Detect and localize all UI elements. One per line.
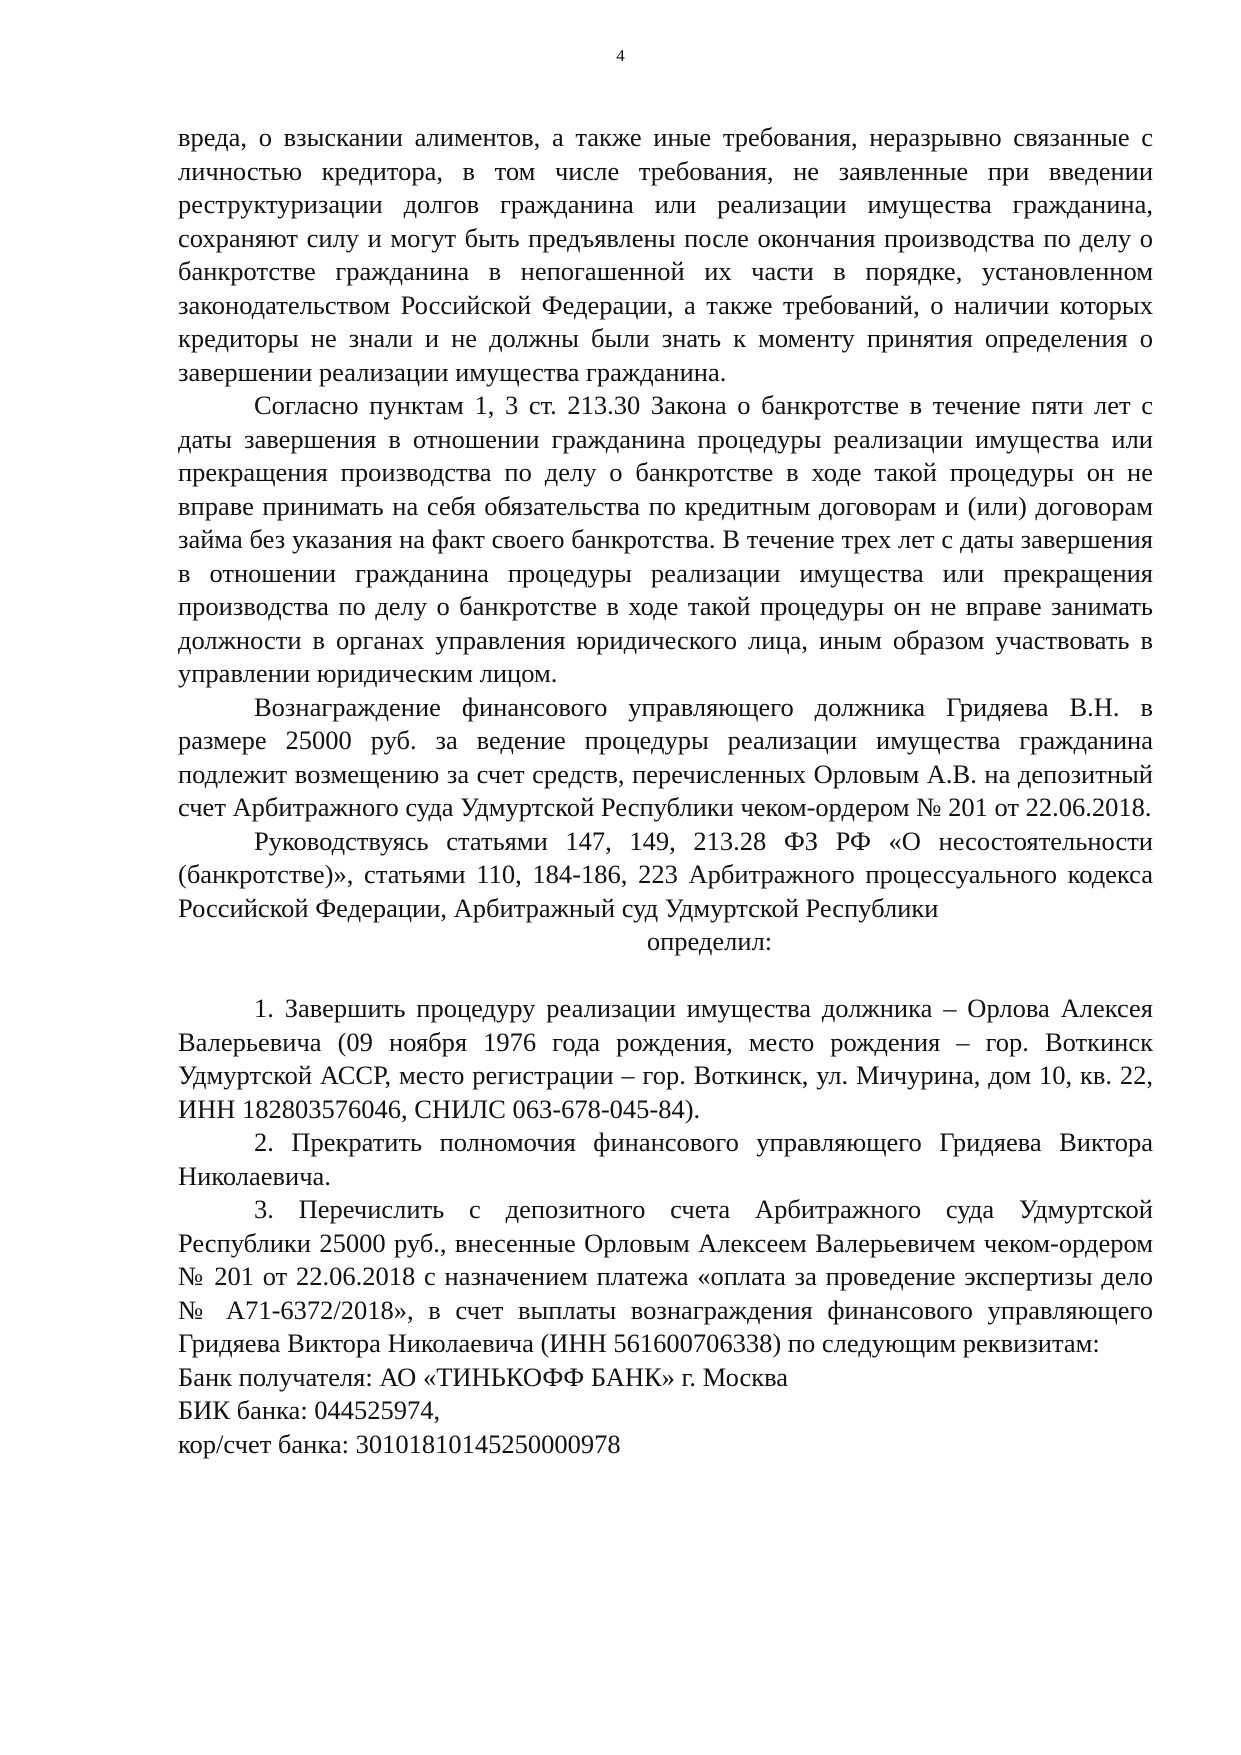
page-number: 4 [616, 46, 625, 65]
decision-heading: определил: [646, 926, 773, 956]
requisite-corr-account: кор/счет банка: 30101810145250000978 [178, 1428, 621, 1459]
paragraph-claims: вреда, о взыскании алиментов, а также иные требования, неразрывно связанные с личностью кредитора, в том числе требования, не заявленные при введении реструктуризации долгов гражданина или реализации имущества гражданина, сохраняют силу и могут быть предъявлены после окончания производства по делу о банкротстве гражданина в непогашенной их части в порядке, установленном законодательством Российской Федерации, а также требований, о наличии которых кредиторы не знали и не должны были знать к моменту принятия определения о завершении реализации имущества гражданина. [178, 122, 1153, 387]
paragraph-legal-basis: Руководствуясь статьями 147, 149, 213.28 ФЗ РФ «О несостоятельности (банкротстве)», статьями 110, 184-186, 223 Арбитражного процессуального кодекса Российской Федерации, Арбитражный суд Удмуртской Республики [178, 825, 1153, 923]
requisite-bank: Банк получателя: АО «ТИНЬКОФФ БАНК» г. Москва [178, 1361, 789, 1392]
requisite-bik: БИК банка: 044525974, [178, 1395, 441, 1425]
decision-item-1: 1. Завершить процедуру реализации имущества должника – Орлова Алексея Валерьевича (09 ноября 1976 года рождения, место рождения – гор. Воткинск Удмуртской АССР, место регистрации – гор. Воткинск, ул. Мичурина, дом 10, кв. 22, ИНН 182803576046, СНИЛС 063-678-045-84). [178, 993, 1153, 1124]
decision-item-3: 3. Перечислить с депозитного счета Арбитражного суда Удмуртской Республики 25000 руб., внесенные Орловым Алексеем Валерьевичем чеком-ордером № 201 от 22.06.2018 с назначением платежа «оплата за проведение экспертизы дело № А71-6372/2018», в счет выплаты вознаграждения финансового управляющего Гридяева Виктора Николаевича (ИНН 561600706338) по следующим реквизитам: [178, 1194, 1153, 1358]
paragraph-remuneration: Вознаграждение финансового управляющего должника Гридяева В.Н. в размере 25000 руб. за ведение процедуры реализации имущества гражданина подлежит возмещению за счет средств, перечисленных Орловым А.В. на депозитный счет Арбитражного суда Удмуртской Республики чеком-ордером № 201 от 22.06.2018. [178, 691, 1153, 822]
decision-item-2: 2. Прекратить полномочия финансового управляющего Гридяева Виктора Николаевича. [178, 1127, 1153, 1191]
document-body [178, 121, 1153, 1461]
paragraph-restrictions: Согласно пунктам 1, 3 ст. 213.30 Закона о банкротстве в течение пяти лет с даты завершения в отношении гражданина процедуры реализации имущества или прекращения производства по делу о банкротстве в ходе такой процедуры он не вправе принимать на себя обязательства по кредитным договорам и (или) договорам займа без указания на факт своего банкротства. В течение трех лет с даты завершения в отношении гражданина процедуры реализации имущества или прекращения производства по делу о банкротстве в ходе такой процедуры он не вправе занимать должности в органах управления юридического лица, иным образом участвовать в управлении юридическим лицом. [178, 390, 1153, 688]
